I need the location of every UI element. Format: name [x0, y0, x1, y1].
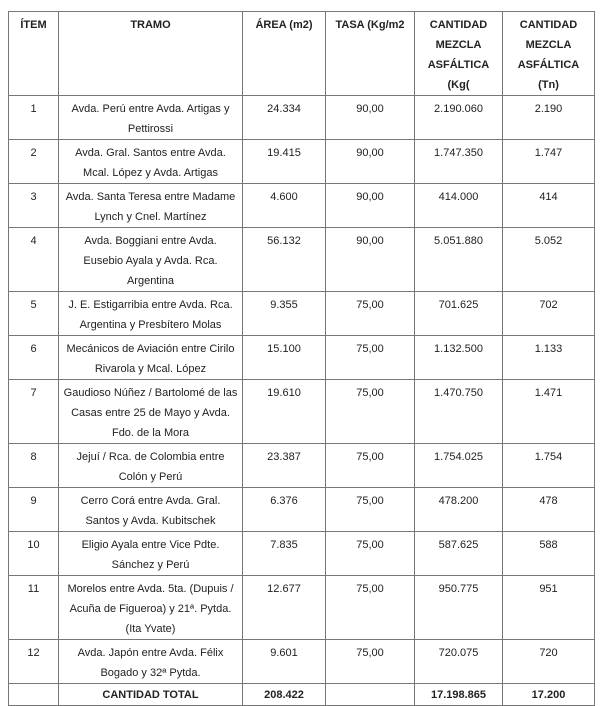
- header-item: ÍTEM: [9, 12, 59, 96]
- cell-tasa: 75,00: [326, 532, 415, 576]
- table-row: [9, 140, 595, 184]
- cell-tasa: 90,00: [326, 228, 415, 292]
- table-row: [9, 292, 595, 336]
- cell-item: 10: [9, 532, 59, 576]
- cell-tramo: Jejuí / Rca. de Colombia entre Colón y Perú: [59, 444, 243, 488]
- total-empty-tasa: [326, 684, 415, 706]
- cell-kg: 1.754.025: [415, 444, 503, 488]
- cell-item: 12: [9, 640, 59, 684]
- cell-tramo: J. E. Estigarribia entre Avda. Rca. Argentina y Presbítero Molas: [59, 292, 243, 336]
- cell-kg: 478.200: [415, 488, 503, 532]
- header-row: [9, 12, 595, 96]
- table-row: [9, 336, 595, 380]
- cell-area: 19.610: [243, 380, 326, 444]
- cell-item: 2: [9, 140, 59, 184]
- cell-kg: 414.000: [415, 184, 503, 228]
- header-tn: CANTIDAD MEZCLA ASFÁLTICA (Tn): [503, 12, 595, 96]
- cell-tramo: Gaudioso Núñez / Bartolomé de las Casas entre 25 de Mayo y Avda. Fdo. de la Mora: [59, 380, 243, 444]
- cell-area: 19.415: [243, 140, 326, 184]
- total-tn: 17.200: [503, 684, 595, 706]
- cell-area: 6.376: [243, 488, 326, 532]
- cell-item: 9: [9, 488, 59, 532]
- cell-tasa: 75,00: [326, 292, 415, 336]
- cell-kg: 587.625: [415, 532, 503, 576]
- cell-tn: 1.471: [503, 380, 595, 444]
- asphalt-quantities-table: [8, 11, 595, 706]
- cell-item: 7: [9, 380, 59, 444]
- header-tasa: TASA (Kg/m2: [326, 12, 415, 96]
- cell-tn: 720: [503, 640, 595, 684]
- cell-item: 6: [9, 336, 59, 380]
- cell-tramo: Avda. Japón entre Avda. Félix Bogado y 32ª Pytda.: [59, 640, 243, 684]
- cell-tramo: Avda. Gral. Santos entre Avda. Mcal. López y Avda. Artigas: [59, 140, 243, 184]
- cell-tn: 1.747: [503, 140, 595, 184]
- cell-tramo: Eligio Ayala entre Vice Pdte. Sánchez y Perú: [59, 532, 243, 576]
- header-kg: CANTIDAD MEZCLA ASFÁLTICA (Kg(: [415, 12, 503, 96]
- cell-item: 3: [9, 184, 59, 228]
- cell-kg: 950.775: [415, 576, 503, 640]
- cell-tramo: Avda. Perú entre Avda. Artigas y Pettirossi: [59, 96, 243, 140]
- table-row: [9, 444, 595, 488]
- total-area: 208.422: [243, 684, 326, 706]
- total-empty: [9, 684, 59, 706]
- table-row: [9, 96, 595, 140]
- cell-area: 12.677: [243, 576, 326, 640]
- cell-item: 1: [9, 96, 59, 140]
- cell-tramo: Avda. Santa Teresa entre Madame Lynch y Cnel. Martínez: [59, 184, 243, 228]
- cell-tramo: Mecánicos de Aviación entre Cirilo Rivarola y Mcal. López: [59, 336, 243, 380]
- cell-area: 23.387: [243, 444, 326, 488]
- table-row: [9, 228, 595, 292]
- cell-area: 9.601: [243, 640, 326, 684]
- cell-item: 5: [9, 292, 59, 336]
- cell-tasa: 75,00: [326, 576, 415, 640]
- cell-tasa: 75,00: [326, 488, 415, 532]
- table-row: [9, 532, 595, 576]
- cell-tn: 5.052: [503, 228, 595, 292]
- cell-tasa: 75,00: [326, 444, 415, 488]
- cell-kg: 1.747.350: [415, 140, 503, 184]
- cell-tn: 1.754: [503, 444, 595, 488]
- cell-item: 11: [9, 576, 59, 640]
- cell-tn: 414: [503, 184, 595, 228]
- cell-tn: 702: [503, 292, 595, 336]
- cell-kg: 2.190.060: [415, 96, 503, 140]
- cell-tramo: Avda. Boggiani entre Avda. Eusebio Ayala y Avda. Rca. Argentina: [59, 228, 243, 292]
- cell-tn: 2.190: [503, 96, 595, 140]
- cell-area: 4.600: [243, 184, 326, 228]
- cell-kg: 1.470.750: [415, 380, 503, 444]
- cell-kg: 1.132.500: [415, 336, 503, 380]
- cell-tn: 1.133: [503, 336, 595, 380]
- cell-area: 24.334: [243, 96, 326, 140]
- cell-kg: 720.075: [415, 640, 503, 684]
- table-row: [9, 380, 595, 444]
- cell-tasa: 75,00: [326, 380, 415, 444]
- cell-tn: 951: [503, 576, 595, 640]
- header-area: ÁREA (m2): [243, 12, 326, 96]
- cell-tn: 588: [503, 532, 595, 576]
- total-row: [9, 684, 595, 706]
- table-row: [9, 576, 595, 640]
- cell-kg: 701.625: [415, 292, 503, 336]
- cell-area: 9.355: [243, 292, 326, 336]
- cell-kg: 5.051.880: [415, 228, 503, 292]
- cell-area: 56.132: [243, 228, 326, 292]
- table-row: [9, 488, 595, 532]
- cell-tn: 478: [503, 488, 595, 532]
- cell-tramo: Morelos entre Avda. 5ta. (Dupuis / Acuña de Figueroa) y 21ª. Pytda. (Ita Yvate): [59, 576, 243, 640]
- cell-tramo: Cerro Corá entre Avda. Gral. Santos y Avda. Kubitschek: [59, 488, 243, 532]
- total-label: CANTIDAD TOTAL: [59, 684, 243, 706]
- cell-item: 8: [9, 444, 59, 488]
- cell-tasa: 90,00: [326, 184, 415, 228]
- cell-area: 7.835: [243, 532, 326, 576]
- total-kg: 17.198.865: [415, 684, 503, 706]
- cell-tasa: 90,00: [326, 140, 415, 184]
- cell-tasa: 75,00: [326, 336, 415, 380]
- cell-tasa: 75,00: [326, 640, 415, 684]
- cell-area: 15.100: [243, 336, 326, 380]
- header-tramo: TRAMO: [59, 12, 243, 96]
- cell-item: 4: [9, 228, 59, 292]
- cell-tasa: 90,00: [326, 96, 415, 140]
- table-row: [9, 640, 595, 684]
- table-row: [9, 184, 595, 228]
